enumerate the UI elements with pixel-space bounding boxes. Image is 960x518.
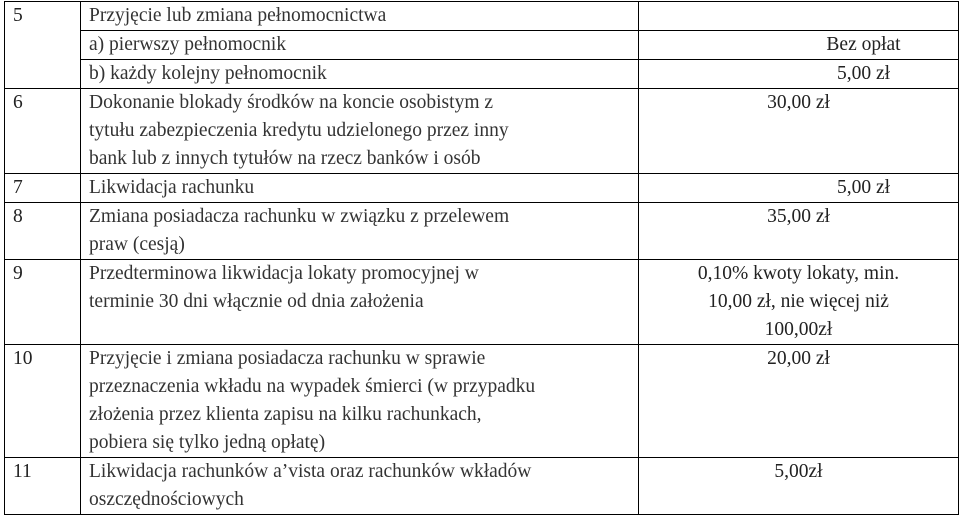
row-description — [81, 345, 639, 458]
row-number: 8 — [5, 203, 81, 260]
table-row — [5, 60, 959, 89]
row-number — [5, 31, 81, 60]
fee-line: 100,00zł — [764, 319, 833, 340]
row-description — [81, 2, 639, 31]
description-line: Zmiana posiadacza rachunku w związku z przelewem — [89, 206, 510, 227]
row-number: 7 — [5, 174, 81, 203]
fee-line: 10,00 zł, nie więcej niż — [708, 291, 889, 312]
description-line: b) każdy kolejny pełnomocnik — [89, 63, 327, 84]
row-fee — [639, 345, 959, 458]
row-number: 10 — [5, 345, 81, 458]
description-line: a) pierwszy pełnomocnik — [89, 34, 287, 55]
row-fee — [639, 458, 959, 515]
row-fee — [639, 203, 959, 260]
fee-line: Bez opłat — [826, 34, 901, 55]
description-line: praw (cesją) — [89, 234, 185, 255]
fee-table — [4, 1, 959, 515]
description-line: oszczędnościowych — [89, 489, 244, 510]
description-line: Likwidacja rachunków a’vista oraz rachunków wkładów — [89, 461, 532, 482]
fee-line: 0,10% kwoty lokaty, min. — [697, 263, 900, 284]
description-line: Przedterminowa likwidacja lokaty promocyjnej w — [89, 263, 479, 284]
description-line: Przyjęcie i zmiana posiadacza rachunku w sprawie — [89, 348, 486, 369]
row-description — [81, 31, 639, 60]
row-description — [81, 203, 639, 260]
description-line: przeznaczenia wkładu na wypadek śmierci (w przypadku — [89, 376, 536, 397]
row-description — [81, 458, 639, 515]
fee-line: 5,00 zł — [836, 63, 891, 84]
table-row — [5, 89, 959, 174]
table-row — [5, 203, 959, 260]
table-row — [5, 260, 959, 345]
row-description — [81, 89, 639, 174]
row-fee — [639, 60, 959, 89]
fee-line: 5,00zł — [774, 461, 823, 482]
fee-line: 30,00 zł — [767, 92, 830, 113]
description-line: Dokonanie blokady środków na koncie osobistym z — [89, 92, 494, 113]
row-number: 6 — [5, 89, 81, 174]
row-number: 11 — [5, 458, 81, 515]
row-description — [81, 260, 639, 345]
fee-line: 35,00 zł — [767, 206, 830, 227]
row-number: 9 — [5, 260, 81, 345]
description-line: Przyjęcie lub zmiana pełnomocnictwa — [89, 5, 387, 26]
description-line: złożenia przez klienta zapisu na kilku rachunkach, — [89, 404, 482, 425]
table-row — [5, 458, 959, 515]
table-row — [5, 2, 959, 31]
row-description — [81, 174, 639, 203]
description-line: bank lub z innych tytułów na rzecz banków i osób — [89, 148, 481, 169]
row-fee — [639, 2, 959, 31]
description-line: terminie 30 dni włącznie od dnia założenia — [89, 291, 424, 312]
row-number: 5 — [5, 2, 81, 31]
row-description — [81, 60, 639, 89]
fee-line: 20,00 zł — [767, 348, 830, 369]
description-line: tytułu zabezpieczenia kredytu udzielonego przez inny — [89, 120, 509, 141]
description-line: Likwidacja rachunku — [89, 177, 255, 198]
row-fee — [639, 260, 959, 345]
table-row — [5, 345, 959, 458]
fee-line: 5,00 zł — [836, 177, 891, 198]
table-row — [5, 31, 959, 60]
row-number — [5, 60, 81, 89]
description-line: pobiera się tylko jedną opłatę) — [89, 432, 326, 453]
row-fee — [639, 174, 959, 203]
row-fee — [639, 31, 959, 60]
table-row — [5, 174, 959, 203]
row-fee — [639, 89, 959, 174]
